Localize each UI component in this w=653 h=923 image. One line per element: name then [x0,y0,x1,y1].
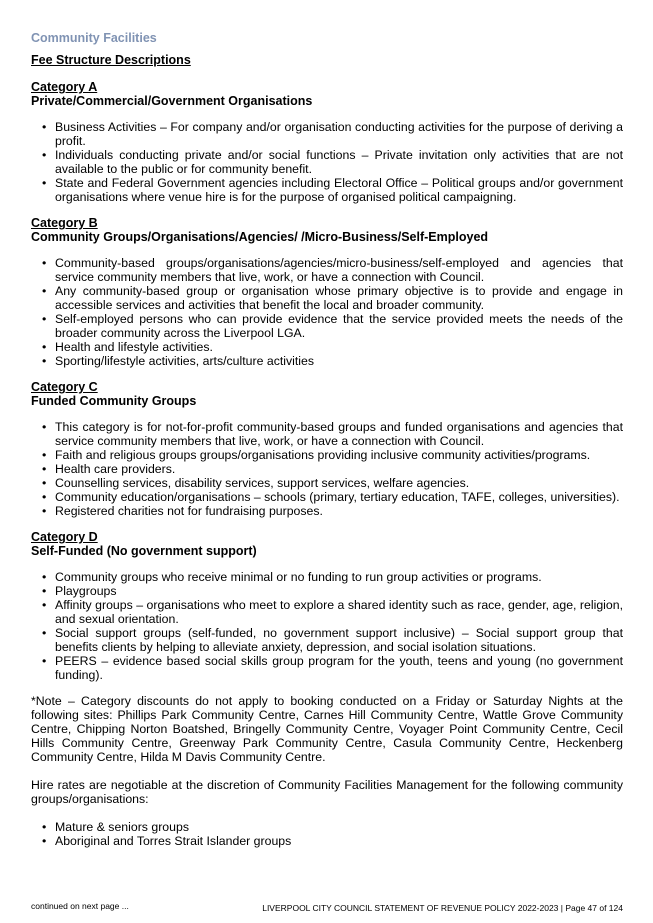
category-d [31,530,623,682]
category-heading: Category D [31,530,98,544]
list-item: • Playgroups [31,584,623,598]
list-item: • Individuals conducting private and/or social functions – Private invitation only activities that are not available to the public or for community benefit. [31,148,623,176]
page-title: Fee Structure Descriptions [31,53,191,67]
list-item: • Health care providers. [31,462,623,476]
category-heading: Category B [31,216,98,230]
category-subtitle: Self-Funded (No government support) [31,544,257,558]
list-item: • Aboriginal and Torres Strait Islander groups [31,834,623,848]
category-c [31,380,623,518]
list-item: • Health and lifestyle activities. [31,340,623,354]
list-item: • Registered charities not for fundraising purposes. [31,504,623,518]
list-item: • Faith and religious groups groups/organisations providing inclusive community activities/programs. [31,448,623,462]
category-b [31,216,623,368]
section-title: Community Facilities [31,31,157,45]
footer-page-info: LIVERPOOL CITY COUNCIL STATEMENT OF REVENUE POLICY 2022-2023 | Page 47 of 124 [262,903,623,913]
hire-rates-paragraph: Hire rates are negotiable at the discretion of Community Facilities Management for the following community groups/organisations: [31,778,623,806]
category-subtitle: Community Groups/Organisations/Agencies/ /Micro-Business/Self-Employed [31,230,489,244]
category-list [31,256,623,368]
list-item: • State and Federal Government agencies including Electoral Office – Political groups and/or government organisations where venue hire is for the purpose of organised political campaigning. [31,176,623,204]
list-item: • Community-based groups/organisations/agencies/micro-business/self-employed and agencies that service community members that live, work, or have a connection with Council. [31,256,623,284]
category-subtitle: Private/Commercial/Government Organisations [31,94,313,108]
footer-continued: continued on next page ... [31,901,129,911]
list-item: • Sporting/lifestyle activities, arts/culture activities [31,354,623,368]
list-item: • Community groups who receive minimal or no funding to run group activities or programs. [31,570,623,584]
list-item: • Business Activities – For company and/or organisation conducting activities for the purpose of deriving a profit. [31,120,623,148]
category-list [31,570,623,682]
category-list [31,420,623,518]
document-page [31,31,623,860]
note-paragraph: *Note – Category discounts do not apply to booking conducted on a Friday or Saturday Nights at the following sites: Phillips Park Community Centre, Carnes Hill Community Centre, Wattle Grove Community Centre, Chipping Norton Boatshed, Bringelly Community Centre, Voyager Point Community Centre, Cecil Hills Community Centre, Greenway Park Community Centre, Casula Community Centre, Heckenberg Community Centre, Hilda M Davis Community Centre. [31,694,623,764]
category-list [31,120,623,204]
hire-rates-list [31,820,623,848]
list-item: • Counselling services, disability services, support services, welfare agencies. [31,476,623,490]
category-a [31,80,623,204]
list-item: • PEERS – evidence based social skills group program for the youth, teens and young (no government funding). [31,654,623,682]
list-item: • Any community-based group or organisation whose primary objective is to provide and engage in accessible services and activities that benefit the local and broader community. [31,284,623,312]
list-item: • Mature & seniors groups [31,820,623,834]
category-heading: Category A [31,80,98,94]
list-item: • Community education/organisations – schools (primary, tertiary education, TAFE, colleges, universities). [31,490,623,504]
list-item: • Affinity groups – organisations who meet to explore a shared identity such as race, gender, age, religion, and sexual orientation. [31,598,623,626]
category-heading: Category C [31,380,98,394]
category-subtitle: Funded Community Groups [31,394,197,408]
list-item: • Social support groups (self-funded, no government support inclusive) – Social support group that benefits clients by helping to alleviate anxiety, depression, and social isolation situations. [31,626,623,654]
list-item: • Self-employed persons who can provide evidence that the service provided meets the needs of the broader community across the Liverpool LGA. [31,312,623,340]
list-item: • This category is for not-for-profit community-based groups and funded organisations and agencies that service community members that live, work, or have a connection with Council. [31,420,623,448]
